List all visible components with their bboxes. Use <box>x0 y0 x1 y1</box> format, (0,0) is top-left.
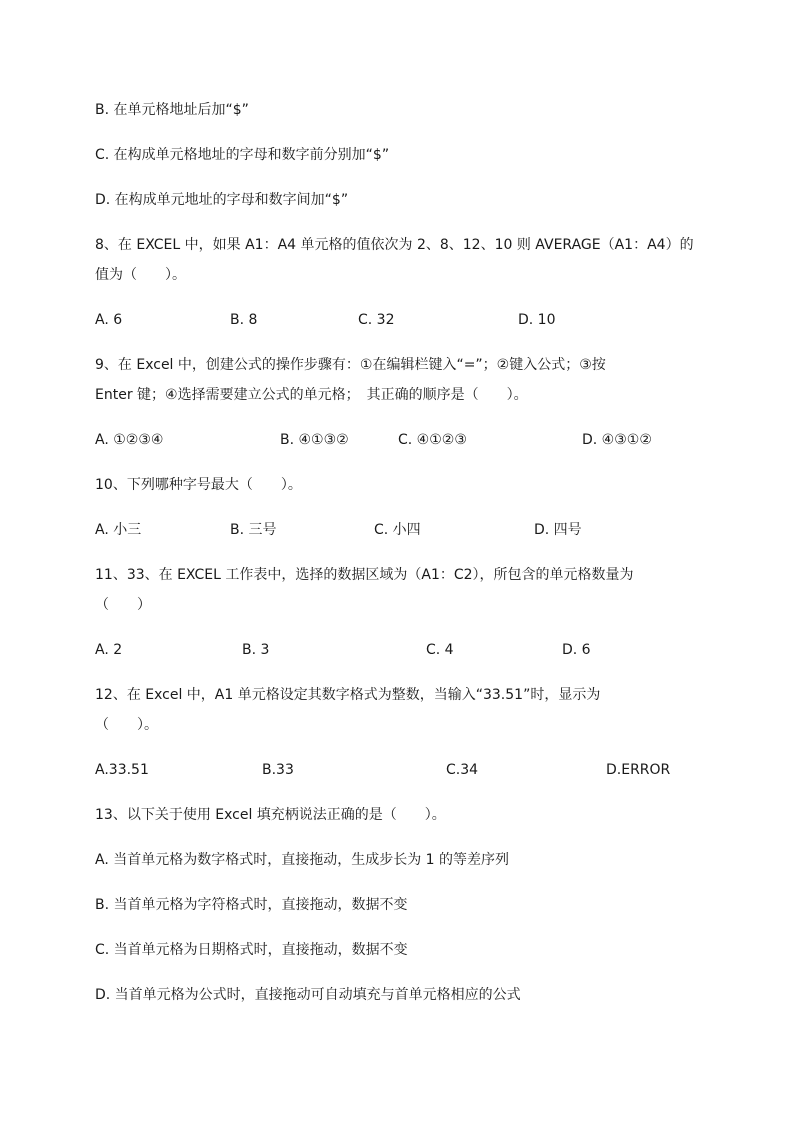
q9-stem-line1: 9、在 Excel 中，创建公式的操作步骤有：①在编辑栏键入“=”；②键入公式；③按 <box>95 357 606 373</box>
q11-stem-line1: 11、33、在 EXCEL 工作表中，选择的数据区域为（A1：C2），所包含的单元格数量为 <box>95 567 634 583</box>
q12-option-c: C.34 <box>446 762 479 778</box>
q13-option-d: D. 当首单元格为公式时，直接拖动可自动填充与首单元格相应的公式 <box>95 987 521 1003</box>
q11-stem-line2: （ ） <box>95 597 151 613</box>
q12-stem-line2: （ ）。 <box>95 717 158 733</box>
q13-option-c: C. 当首单元格为日期格式时，直接拖动，数据不变 <box>95 942 408 958</box>
q10-option-a: A. 小三 <box>95 522 142 538</box>
q11-option-c: C. 4 <box>426 642 454 658</box>
q12-option-a: A.33.51 <box>95 762 149 778</box>
q9-option-c: C. ④①②③ <box>398 432 467 448</box>
q13-stem: 13、以下关于使用 Excel 填充柄说法正确的是（ ）。 <box>95 807 446 823</box>
q9-stem-line2: Enter 键；④选择需要建立公式的单元格； 其正确的顺序是（ ）。 <box>95 387 528 403</box>
q9-option-a: A. ①②③④ <box>95 432 164 448</box>
q8-option-d: D. 10 <box>518 312 556 328</box>
q13-option-b: B. 当首单元格为字符格式时，直接拖动，数据不变 <box>95 897 408 913</box>
q7-option-c: C. 在构成单元格地址的字母和数字前分别加“$” <box>95 147 390 163</box>
q12-option-d: D.ERROR <box>606 762 671 778</box>
q8-stem-line1: 8、在 EXCEL 中，如果 A1：A4 单元格的值依次为 2、8、12、10 则 AVERAGE（A1：A4）的 <box>95 237 694 253</box>
q9-option-d: D. ④③①② <box>582 432 652 448</box>
q13-option-a: A. 当首单元格为数字格式时，直接拖动，生成步长为 1 的等差序列 <box>95 852 510 868</box>
q10-stem: 10、下列哪种字号最大（ ）。 <box>95 477 302 493</box>
q7-option-b: B. 在单元格地址后加“$” <box>95 102 249 118</box>
q11-option-d: D. 6 <box>562 642 591 658</box>
q12-stem-line1: 12、在 Excel 中，A1 单元格设定其数字格式为整数，当输入“33.51”时，显示为 <box>95 687 601 703</box>
q8-stem-line2: 值为（ ）。 <box>95 267 186 283</box>
q10-option-b: B. 三号 <box>230 522 277 538</box>
q8-option-b: B. 8 <box>230 312 258 328</box>
q9-option-b: B. ④①③② <box>280 432 349 448</box>
q11-option-b: B. 3 <box>242 642 270 658</box>
q10-option-d: D. 四号 <box>534 522 582 538</box>
q11-option-a: A. 2 <box>95 642 123 658</box>
q8-option-c: C. 32 <box>358 312 395 328</box>
q10-option-c: C. 小四 <box>374 522 421 538</box>
q12-option-b: B.33 <box>262 762 294 778</box>
q7-option-d: D. 在构成单元地址的字母和数字间加“$” <box>95 192 349 208</box>
q8-option-a: A. 6 <box>95 312 123 328</box>
